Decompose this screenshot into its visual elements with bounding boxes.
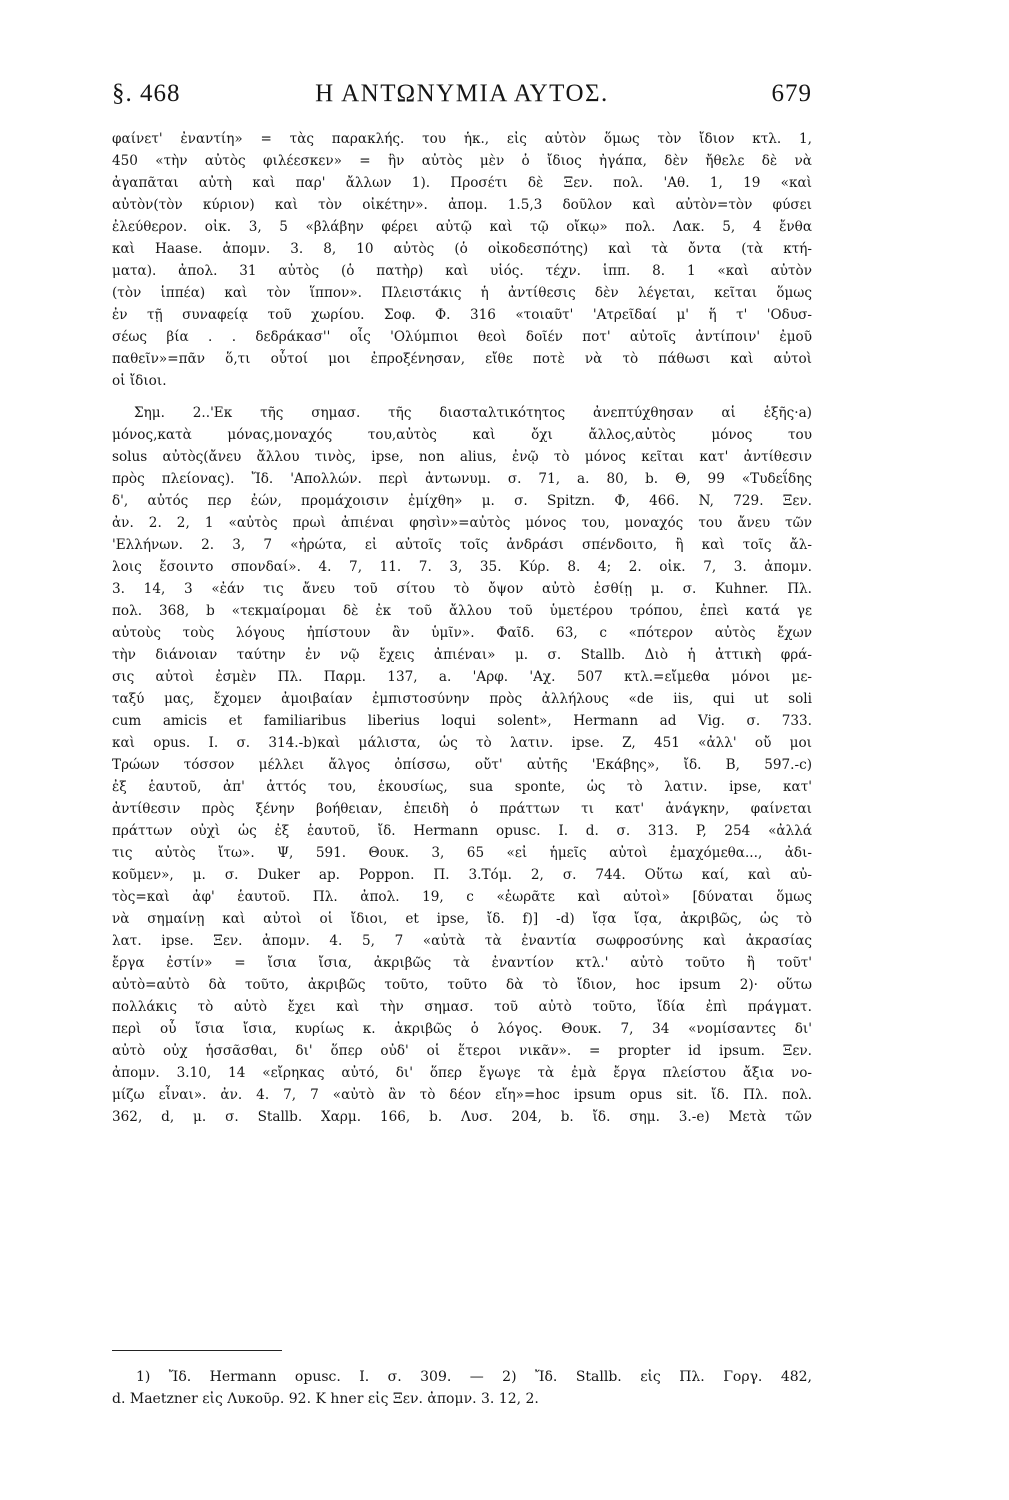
text-line: αὐτὸ=αὐτὸ δὰ τοῦτο, ἀκριβῶς τοῦτο, τοῦτο δὰ τὸ ἴδιον, hoc ipsum 2)· οὕτω: [112, 977, 812, 993]
text-line: 362, d, μ. σ. Stallb. Χαρμ. 166, b. Λυσ. 204, b. ἴδ. σημ. 3.-e) Μετὰ τῶν: [112, 1109, 812, 1125]
text-line: τις αὐτὸς ἴτω». Ψ, 591. Θουκ. 3, 65 «εἰ ἡμεῖς αὐτοὶ ἐμαχόμεθα..., ἀδι-: [112, 845, 812, 861]
text-line: solus αὐτὸς(ἄνευ ἄλλου τινὸς, ipse, non alius, ἐνῷ τὸ μόνος κεῖται κατ' ἀντίθεσιν: [112, 449, 812, 465]
text-line: (τὸν ἱππέα) καὶ τὸν ἵππον». Πλειστάκις ἡ ἀντίθεσις δὲν λέγεται, κεῖται ὅμως: [112, 285, 812, 301]
text-line: ἐξ ἑαυτοῦ, ἀπ' ἀττός του, ἑκουσίως, sua sponte, ὡς τὸ λατιν. ipse, κατ': [112, 779, 812, 795]
main-text: [112, 128, 812, 1128]
text-line: cum amicis et familiaribus liberius loqui solent», Hermann ad Vig. σ. 733.: [112, 713, 812, 729]
footnote-divider: [112, 1350, 282, 1351]
text-line: σέως βία . . δεδράκασ'' οἷς 'Ολύμπιοι θεοὶ δοῖέν ποτ' αὐτοῖς ἀντίποιν' ἐμοῦ: [112, 329, 812, 345]
text-line: τὴν διάνοιαν ταύτην ἐν νῷ ἔχεις ἀπιέναι» μ. σ. Stallb. Διὸ ἡ ἀττικὴ φρά-: [112, 647, 812, 663]
text-line: λατ. ipse. Ξεν. ἀπομν. 4. 5, 7 «αὐτὰ τὰ ἐναντία σωφροσύνης καὶ ἀκρασίας: [112, 933, 812, 949]
text-line: παθεῖν»=πᾶν ὅ,τι οὗτοί μοι ἐπροξένησαν, εἴθε ποτὲ νὰ τὸ πάθωσι καὶ αὐτοὶ: [112, 351, 812, 367]
text-line: μόνος,κατὰ μόνας,μοναχός του,αὐτὸς καὶ ὄχι ἄλλος,αὐτὸς μόνος του: [112, 427, 812, 443]
text-line: ἀγαπᾶται αὐτὴ καὶ παρ' ἄλλων 1). Προσέτι δὲ Ξεν. πολ. 'Αθ. 1, 19 «καὶ: [112, 175, 812, 191]
text-line: μίζω εἶναι». ἀν. 4. 7, 7 «αὐτὸ ἂν τὸ δέον εἴη»=hoc ipsum opus sit. ἴδ. Πλ. πολ.: [112, 1087, 812, 1103]
text-line: καὶ Haase. ἀπομν. 3. 8, 10 αὐτὸς (ὁ οἰκοδεσπότης) καὶ τὰ ὄντα (τὰ κτή-: [112, 241, 812, 257]
text-line: πράττων οὐχὶ ὡς ἐξ ἑαυτοῦ, ἴδ. Hermann opusc. I. d. σ. 313. P, 254 «ἀλλά: [112, 823, 812, 839]
text-line: ἔργα ἐστίν» = ἴσια ἴσια, ἀκριβῶς τὰ ἐναντίον κτλ.' αὐτὸ τοῦτο ἢ τοῦτ': [112, 955, 812, 971]
text-line: δ', αὐτός περ ἐών, προμάχοισιν ἐμίχθη» μ. σ. Spitzn. Φ, 466. N, 729. Ξεν.: [112, 493, 812, 509]
text-line: αὐτοὺς τοὺς λόγους ἠπίστουν ἂν ὑμῖν». Φαῖδ. 63, c «πότερον αὐτὸς ἔχων: [112, 625, 812, 641]
text-line: σις αὐτοὶ ἐσμὲν Πλ. Παρμ. 137, a. 'Αρφ. 'Αχ. 507 κτλ.=εἴμεθα μόνοι με-: [112, 669, 812, 685]
text-line: Τρώων τόσσον μέλλει ἄλγος ὀπίσσω, οὔτ' αὐτῆς 'Εκάβης», ἴδ. B, 597.-c): [112, 757, 812, 773]
text-line: καὶ opus. I. σ. 314.-b)καὶ μάλιστα, ὡς τὸ λατιν. ipse. Z, 451 «ἀλλ' οὔ μοι: [112, 735, 812, 751]
footnote-line: 1) Ἴδ. Hermann opusc. I. σ. 309. — 2) Ἴδ. Stallb. εἰς Πλ. Γοργ. 482,: [136, 1369, 812, 1385]
text-line: περὶ οὗ ἴσια ἴσια, κυρίως κ. ἀκριβῶς ὁ λόγος. Θουκ. 7, 34 «νομίσαντες δι': [112, 1021, 812, 1037]
text-line: αὐτὸ οὐχ ἡσσᾶσθαι, δι' ὅπερ οὐδ' οἱ ἕτεροι νικᾶν». = propter id ipsum. Ξεν.: [112, 1043, 812, 1059]
text-line: αὐτὸν(τὸν κύριον) καὶ τὸν οἰκέτην». ἀπομ. 1.5,3 δοῦλον καὶ αὐτὸν=τὸν φύσει: [112, 197, 812, 213]
text-line: 'Ελλήνων. 2. 3, 7 «ἠρώτα, εἰ αὐτοῖς τοῖς ἀνδράσι σπένδοιτο, ἢ καὶ τοῖς ἄλ-: [112, 537, 812, 553]
text-line: 3. 14, 3 «ἐάν τις ἄνευ τοῦ σίτου τὸ ὄψον αὐτὸ ἐσθίῃ μ. σ. Kuhner. Πλ.: [112, 581, 812, 597]
text-line: ἀπομν. 3.10, 14 «εἴρηκας αὐτό, δι' ὅπερ ἔγωγε τὰ ἐμὰ ἔργα πλείστου ἄξια νο-: [112, 1065, 812, 1081]
footnotes: [112, 1366, 812, 1410]
text-line: ἐλεύθερον. οἰκ. 3, 5 «βλάβην φέρει αὐτῷ καὶ τῷ οἴκῳ» πολ. Λακ. 5, 4 ἔνθα: [112, 219, 812, 235]
page-header: [112, 80, 812, 120]
text-line: ματα). ἀπολ. 31 αὐτὸς (ὁ πατὴρ) καὶ υἱός. τέχν. ἱππ. 8. 1 «καὶ αὐτὸν: [112, 263, 812, 279]
page-number: 679: [771, 80, 812, 107]
running-title: Η ΑΝΤΩΝΥΜΙΑ ΑΥΤΟΣ.: [315, 80, 609, 107]
text-line: πολ. 368, b «τεκμαίρομαι δὲ ἐκ τοῦ ἄλλου τοῦ ὑμετέρου τρόπου, ἐπεὶ κατά γε: [112, 603, 812, 619]
text-line: ταξύ μας, ἔχομεν ἀμοιβαίαν ἐμπιστοσύνην πρὸς ἀλλήλους «de iis, qui ut soli: [112, 691, 812, 707]
footnote-line: d. Maetzner εἰς Λυκοῦρ. 92. K hner εἰς Ξεν. ἀπομν. 3. 12, 2.: [112, 1391, 539, 1407]
text-line: πολλάκις τὸ αὐτὸ ἔχει καὶ τὴν σημασ. τοῦ αὐτὸ τοῦτο, ἴδία ἐπὶ πράγματ.: [112, 999, 812, 1015]
note-heading-line: Σημ. 2..'Εκ τῆς σημασ. τῆς διασταλτικότητος ἀνεπτύχθησαν αἱ ἑξῆς·a): [134, 405, 812, 421]
text-line: ἀντίθεσιν πρὸς ξένην βοήθειαν, ἐπειδὴ ὁ πράττων τι κατ' ἀνάγκην, φαίνεται: [112, 801, 812, 817]
text-line: πρὸς πλείονας). Ἴδ. 'Απολλών. περὶ ἀντωνυμ. σ. 71, a. 80, b. Θ, 99 «Τυδεΐδης: [112, 471, 812, 487]
text-line: ἀν. 2. 2, 1 «αὐτὸς πρωὶ ἀπιέναι φησὶν»=αὐτὸς μόνος του, μοναχός του ἄνευ τῶν: [112, 515, 812, 531]
text-line: οἱ ἴδιοι.: [112, 373, 167, 389]
text-line: κοῦμεν», μ. σ. Duker ap. Poppon. Π. 3.Τόμ. 2, σ. 744. Οὕτω καί, καὶ αὐ-: [112, 867, 812, 883]
text-line: ἐν τῇ συναφείᾳ τοῦ χωρίου. Σοφ. Φ. 316 «τοιαῦτ' 'Ατρεῖδαί μ' ἥ τ' 'Οδυσ-: [112, 307, 812, 323]
text-line: τὸς=καὶ ἀφ' ἑαυτοῦ. Πλ. ἀπολ. 19, c «ἑωρᾶτε καὶ αὐτοὶ» [δύναται ὅμως: [112, 889, 812, 905]
text-line: νὰ σημαίνῃ καὶ αὐτοὶ οἱ ἴδιοι, et ipse, ἴδ. f)] -d) ἴσ̣α ἴσ̣α, ἀκριβῶς, ὡς τὸ: [112, 911, 812, 927]
text-line: λοις ἔσοιντο σπονδαί». 4. 7, 11. 7. 3, 35. Κύρ. 8. 4; 2. οἰκ. 7, 3. ἀπομν.: [112, 559, 812, 575]
text-line: φαίνετ' ἐναντίη» = τὰς παρακλής. του ἡκ., εἰς αὐτὸν ὅμως τὸν ἴδιον κτλ. 1,: [112, 131, 812, 147]
section-number: §. 468: [112, 80, 181, 107]
paragraph-gap: [112, 392, 812, 402]
text-line: 450 «τὴν αὐτὸς φιλέεσκεν» = ἣν αὐτὸς μὲν ὁ ἴδιος ἠγάπα, δὲν ἤθελε δὲ νὰ: [112, 153, 812, 169]
